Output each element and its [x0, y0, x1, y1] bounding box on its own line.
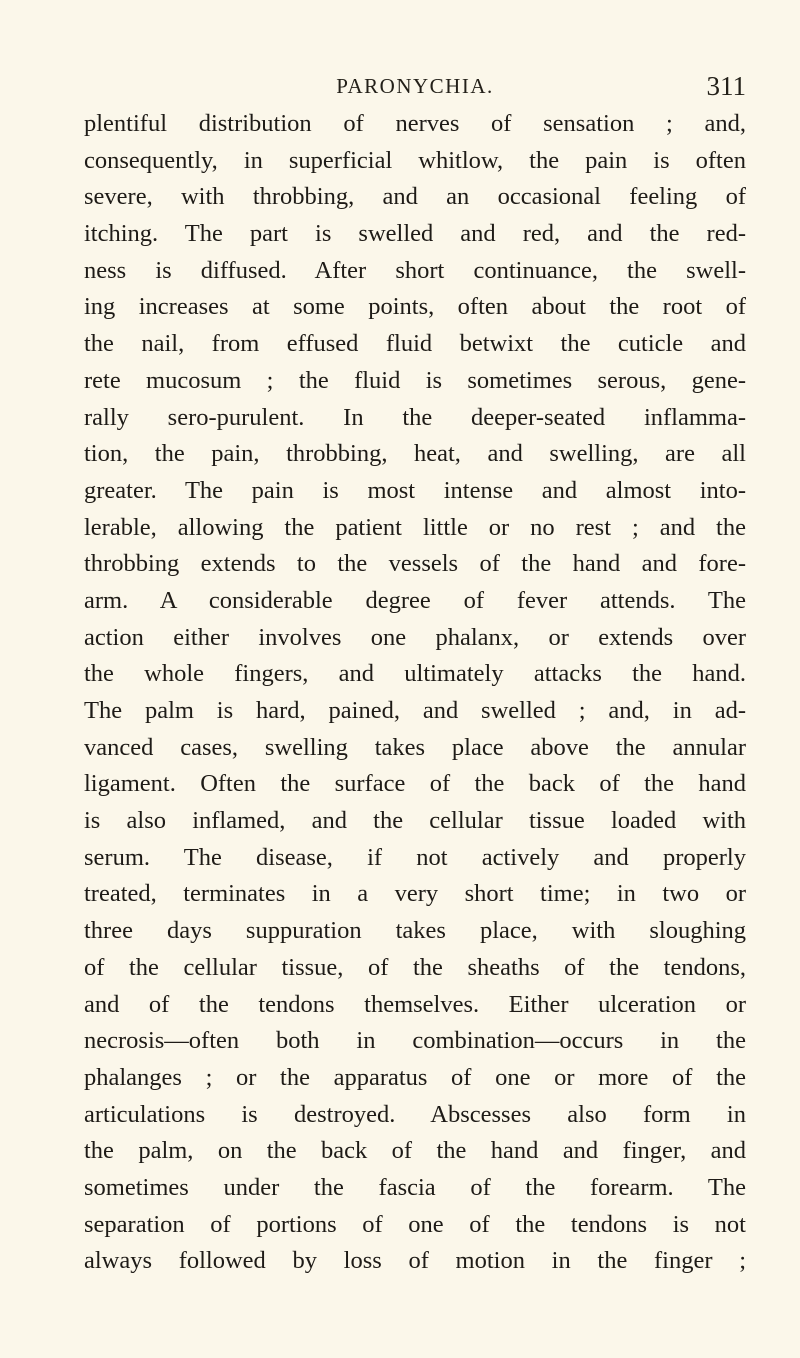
text-line: three days suppuration takes place, with sloughing — [84, 917, 746, 945]
text-line: consequently, in superficial whitlow, the pain is often — [84, 146, 746, 174]
text-line: necrosis—often both in combination—occurs in the — [84, 1027, 746, 1055]
text-line: ness is diffused. After short continuance, the swell- — [84, 256, 746, 284]
text-line: and of the tendons themselves. Either ulceration or — [84, 990, 746, 1018]
text-line: treated, terminates in a very short time; in two or — [84, 880, 746, 908]
text-line: of the cellular tissue, of the sheaths of the tendons, — [84, 953, 746, 981]
page-number: 311 — [706, 71, 746, 101]
text-line: arm. A considerable degree of fever attends. The — [84, 586, 746, 614]
text-line: ing increases at some points, often about the root of — [84, 293, 746, 321]
text-line: rete mucosum ; the fluid is sometimes serous, gene- — [84, 366, 746, 394]
text-line: rally sero-purulent. In the deeper-seated inflamma- — [84, 403, 746, 431]
text-line: is also inflamed, and the cellular tissue loaded with — [84, 807, 746, 835]
text-line: articulations is destroyed. Abscesses also form in — [84, 1100, 746, 1128]
text-line: the whole fingers, and ultimately attacks the hand. — [84, 660, 746, 688]
text-line: separation of portions of one of the tendons is not — [84, 1210, 746, 1238]
text-line: phalanges ; or the apparatus of one or more of the — [84, 1063, 746, 1091]
chapter-title: PARONYCHIA. — [336, 74, 494, 98]
text-line: vanced cases, swelling takes place above the annular — [84, 733, 746, 761]
text-line: the nail, from effused fluid betwixt the cuticle and — [84, 330, 746, 358]
text-line: plentiful distribution of nerves of sensation ; and, — [84, 110, 746, 137]
text-line: always followed by loss of motion in the finger ; — [84, 1247, 746, 1275]
running-head — [84, 68, 746, 104]
text-line: lerable, allowing the patient little or no rest ; and the — [84, 513, 746, 541]
text-line: ligament. Often the surface of the back of the hand — [84, 770, 746, 798]
body-text — [84, 106, 746, 1280]
text-line: sometimes under the fascia of the forearm. The — [84, 1173, 746, 1201]
text-line: action either involves one phalanx, or extends over — [84, 623, 746, 651]
text-line: The palm is hard, pained, and swelled ; and, in ad- — [84, 697, 746, 724]
text-line: severe, with throbbing, and an occasional feeling of — [84, 183, 746, 211]
text-line: throbbing extends to the vessels of the hand and fore- — [84, 550, 746, 578]
text-line: greater. The pain is most intense and almost into- — [84, 476, 746, 504]
text-line: itching. The part is swelled and red, and the red- — [84, 220, 746, 248]
text-line: tion, the pain, throbbing, heat, and swelling, are all — [84, 440, 746, 468]
text-line: the palm, on the back of the hand and finger, and — [84, 1137, 746, 1165]
text-line: serum. The disease, if not actively and properly — [84, 843, 746, 871]
